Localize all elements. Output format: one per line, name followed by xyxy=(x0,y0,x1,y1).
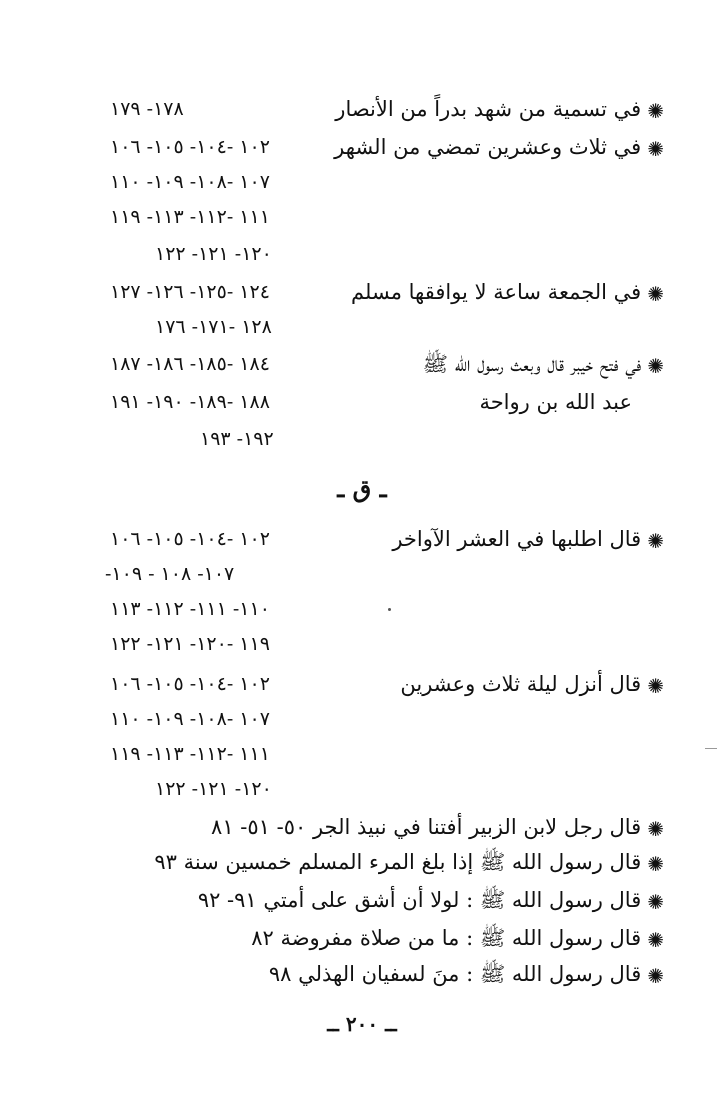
entry-title: ✺في ثلاث وعشرين تمضي من الشهر xyxy=(324,130,664,164)
entry-numbers: ١٨٤ -١٨٥- ١٨٦- ١٨٧ xyxy=(110,353,270,375)
entry-numbers: ١٨٨ -١٨٩- ١٩٠- ١٩١ xyxy=(110,391,270,413)
section-letter-heading: ـ ق ـ xyxy=(337,474,387,503)
entry-numbers: ١١١ -١١٢- ١١٣- ١١٩ xyxy=(110,743,270,765)
star-bullet-icon: ✺ xyxy=(647,528,664,553)
page-number: ــ ٢٠٠ ــ xyxy=(327,1012,397,1036)
entry-numbers: ١٢٠- ١٢١- ١٢٢ xyxy=(155,243,272,265)
entry-title: ✺في تسمية من شهد بدراً من الأنصار xyxy=(324,92,664,126)
entry-numbers: ١٢٠- ١٢١- ١٢٢ xyxy=(155,778,272,800)
entry-title: ✺قال أنزل ليلة ثلاث وعشرين xyxy=(324,667,664,701)
entry-numbers: ١٠٢ -١٠٤- ١٠٥- ١٠٦ xyxy=(110,528,270,550)
entry-title: ✺قال اطلبها في العشر الآواخر xyxy=(324,522,664,556)
star-bullet-icon: ✺ xyxy=(647,281,664,306)
star-bullet-icon: ✺ xyxy=(647,353,664,378)
entry-numbers: ١٠٧ -١٠٨- ١٠٩- ١١٠ xyxy=(110,708,270,730)
entry-numbers: ١٧٨- ١٧٩ xyxy=(110,98,184,120)
entry-numbers: ١١١ -١١٢- ١١٣- ١١٩ xyxy=(110,206,270,228)
entry-numbers: ١٠٧ -١٠٨- ١٠٩- ١١٠ xyxy=(110,171,270,193)
scan-speck xyxy=(388,608,391,611)
entry-line: ✺قال رجل لابن الزبير أفتنا في نبيذ الجر ٥٠- ٥١- ٨١ xyxy=(164,810,664,844)
star-bullet-icon: ✺ xyxy=(647,816,664,841)
entry-title: ✺في الجمعة ساعة لا يوافقها مسلم xyxy=(324,275,664,309)
entry-numbers: ١٠٢ -١٠٤- ١٠٥- ١٠٦ xyxy=(110,673,270,695)
star-bullet-icon: ✺ xyxy=(647,963,664,988)
entry-numbers: ١٢٤ -١٢٥- ١٢٦- ١٢٧ xyxy=(110,281,270,303)
entry-line: ✺قال رسول الله ﷺ إذا بلغ المرء المسلم خمسين سنة ٩٣ xyxy=(164,845,664,879)
entry-line: ✺قال رسول الله ﷺ : ما من صلاة مفروضة ٨٢ xyxy=(164,921,664,955)
star-bullet-icon: ✺ xyxy=(647,136,664,161)
star-bullet-icon: ✺ xyxy=(647,98,664,123)
entry-numbers: ١٩٢- ١٩٣ xyxy=(200,428,274,450)
scan-mark xyxy=(705,748,717,749)
entry-numbers: ١٠٧- ١٠٨ - ١٠٩- xyxy=(105,563,235,585)
entry-numbers: ١١٩ -١٢٠- ١٢١- ١٢٢ xyxy=(110,633,270,655)
star-bullet-icon: ✺ xyxy=(647,927,664,952)
entry-line: ✺قال رسول الله ﷺ : منَ لسفيان الهذلي ٩٨ xyxy=(164,957,664,991)
entry-line: ✺قال رسول الله ﷺ : لولا أن أشق على أمتي ٩١- ٩٢ xyxy=(164,883,664,917)
star-bullet-icon: ✺ xyxy=(647,889,664,914)
entry-title: ✺في فتح خيبر قال وبعث رسول الله ﷺ xyxy=(324,347,664,381)
entry-numbers: ١٢٨ -١٧١- ١٧٦ xyxy=(155,316,272,338)
star-bullet-icon: ✺ xyxy=(647,851,664,876)
entry-numbers: ١١٠- ١١١- ١١٢- ١١٣ xyxy=(110,598,270,620)
entry-title: عبد الله بن رواحة xyxy=(479,390,632,414)
entry-numbers: ١٠٢ -١٠٤- ١٠٥- ١٠٦ xyxy=(110,136,270,158)
star-bullet-icon: ✺ xyxy=(647,673,664,698)
